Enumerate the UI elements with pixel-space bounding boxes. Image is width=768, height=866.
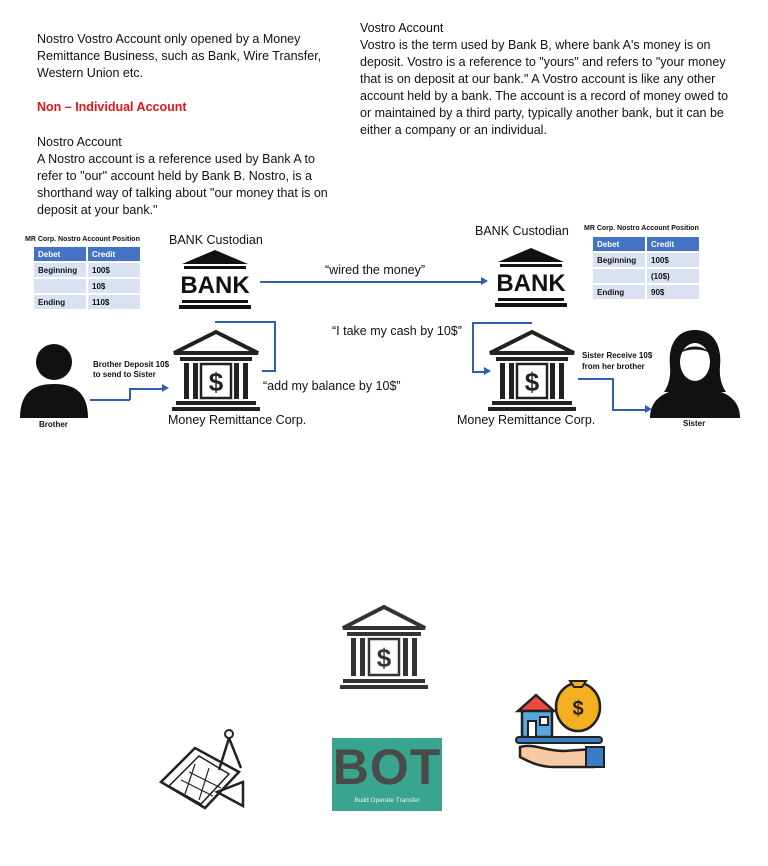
table-header: Debet: [593, 237, 645, 251]
connector-line: [129, 388, 163, 390]
blueprint-compass-icon: [155, 722, 247, 814]
vostro-heading: Vostro Account: [360, 21, 444, 35]
bank-custodian-right-label: BANK Custodian: [475, 224, 569, 238]
svg-text:$: $: [208, 367, 224, 397]
money-remittance-left-label: Money Remittance Corp.: [168, 413, 307, 427]
money-remittance-right-label: Money Remittance Corp.: [457, 413, 596, 427]
sister-receive-text: Sister Receive 10$ from her brother: [582, 351, 653, 371]
svg-text:$: $: [524, 367, 540, 397]
bank-building-icon: [494, 246, 568, 308]
table-header: Credit: [647, 237, 699, 251]
table-cell: Ending: [593, 285, 645, 299]
vostro-text: Vostro is the term used by Bank B, where bank A's money is on deposit. Vostro is a reference to "yours" and refers to "your money that is on deposit at our bank." A Vostro account is like any other account held by a bank. The account is a record of money owed to or maintained by a third party, typically another bank, but it can be either a company or an individual.: [360, 38, 729, 137]
table-cell: 90$: [647, 285, 699, 299]
table-cell: (10$): [647, 269, 699, 283]
left-table-title: MR Corp. Nostro Account Position: [25, 236, 140, 243]
connector-line: [90, 399, 130, 401]
bot-logo-subtitle: Build Operate Transfer: [354, 797, 420, 804]
connector-line: [472, 322, 532, 324]
money-remittance-building-icon: [486, 329, 578, 411]
table-cell: Beginning: [34, 263, 86, 277]
arrow-head-icon: [481, 277, 488, 285]
bot-logo: [332, 738, 442, 811]
nostro-heading: Nostro Account: [37, 135, 122, 149]
property-money-hand-icon: [514, 677, 606, 769]
brother-deposit-text: Brother Deposit 10$ to send to Sister: [93, 360, 170, 379]
bank-custodian-left-label: BANK Custodian: [169, 233, 263, 247]
connector-line: [612, 409, 646, 411]
table-cell: 100$: [647, 253, 699, 267]
bank-word: BANK: [180, 272, 250, 299]
money-remittance-building-icon: [170, 329, 262, 411]
table-cell: 10$: [88, 279, 140, 293]
connector-line: [578, 378, 613, 380]
nostro-text: A Nostro account is a reference used by Bank A to refer to "our" account held by Bank B. Nostro, is a shorthand way of talking about "our money that is on deposit at your bank.": [37, 152, 328, 217]
table-cell: [34, 279, 86, 293]
non-individual-heading: Non – Individual Account: [37, 100, 187, 114]
sister-label: Sister: [683, 419, 706, 428]
bot-logo-text: BOT: [332, 739, 442, 795]
sister-person-icon: [650, 326, 740, 418]
left-position-table: [32, 245, 142, 311]
connector-line: [215, 321, 275, 323]
intro-text: Nostro Vostro Account only opened by a Money Remittance Business, such as Bank, Wire Transfer, Western Union etc.: [37, 32, 322, 80]
bank-building-icon: [178, 248, 252, 310]
arrow-head-icon: [162, 384, 169, 392]
brother-person-icon: [16, 340, 92, 418]
bank-word: BANK: [496, 270, 566, 297]
connector-line: [274, 321, 276, 371]
connector-line: [129, 388, 131, 400]
table-header: Debet: [34, 247, 86, 261]
table-cell: Ending: [34, 295, 86, 309]
connector-line: [472, 322, 474, 372]
bank-building-icon: [339, 604, 429, 690]
table-header: Credit: [88, 247, 140, 261]
table-cell: [593, 269, 645, 283]
take-cash-label: “I take my cash by 10$”: [332, 324, 462, 338]
svg-text:$: $: [572, 698, 584, 720]
table-cell: 100$: [88, 263, 140, 277]
connector-line: [262, 370, 276, 372]
wired-money-label: “wired the money”: [325, 263, 426, 277]
arrow-head-icon: [645, 405, 652, 413]
add-balance-label: “add my balance by 10$”: [263, 379, 401, 393]
table-cell: 110$: [88, 295, 140, 309]
table-cell: Beginning: [593, 253, 645, 267]
connector-line: [612, 378, 614, 410]
right-table-title: MR Corp. Nostro Account Position: [584, 225, 699, 232]
right-position-table: [591, 235, 701, 301]
wired-arrow-line: [260, 281, 482, 283]
svg-text:$: $: [376, 643, 392, 673]
brother-label: Brother: [39, 420, 68, 429]
